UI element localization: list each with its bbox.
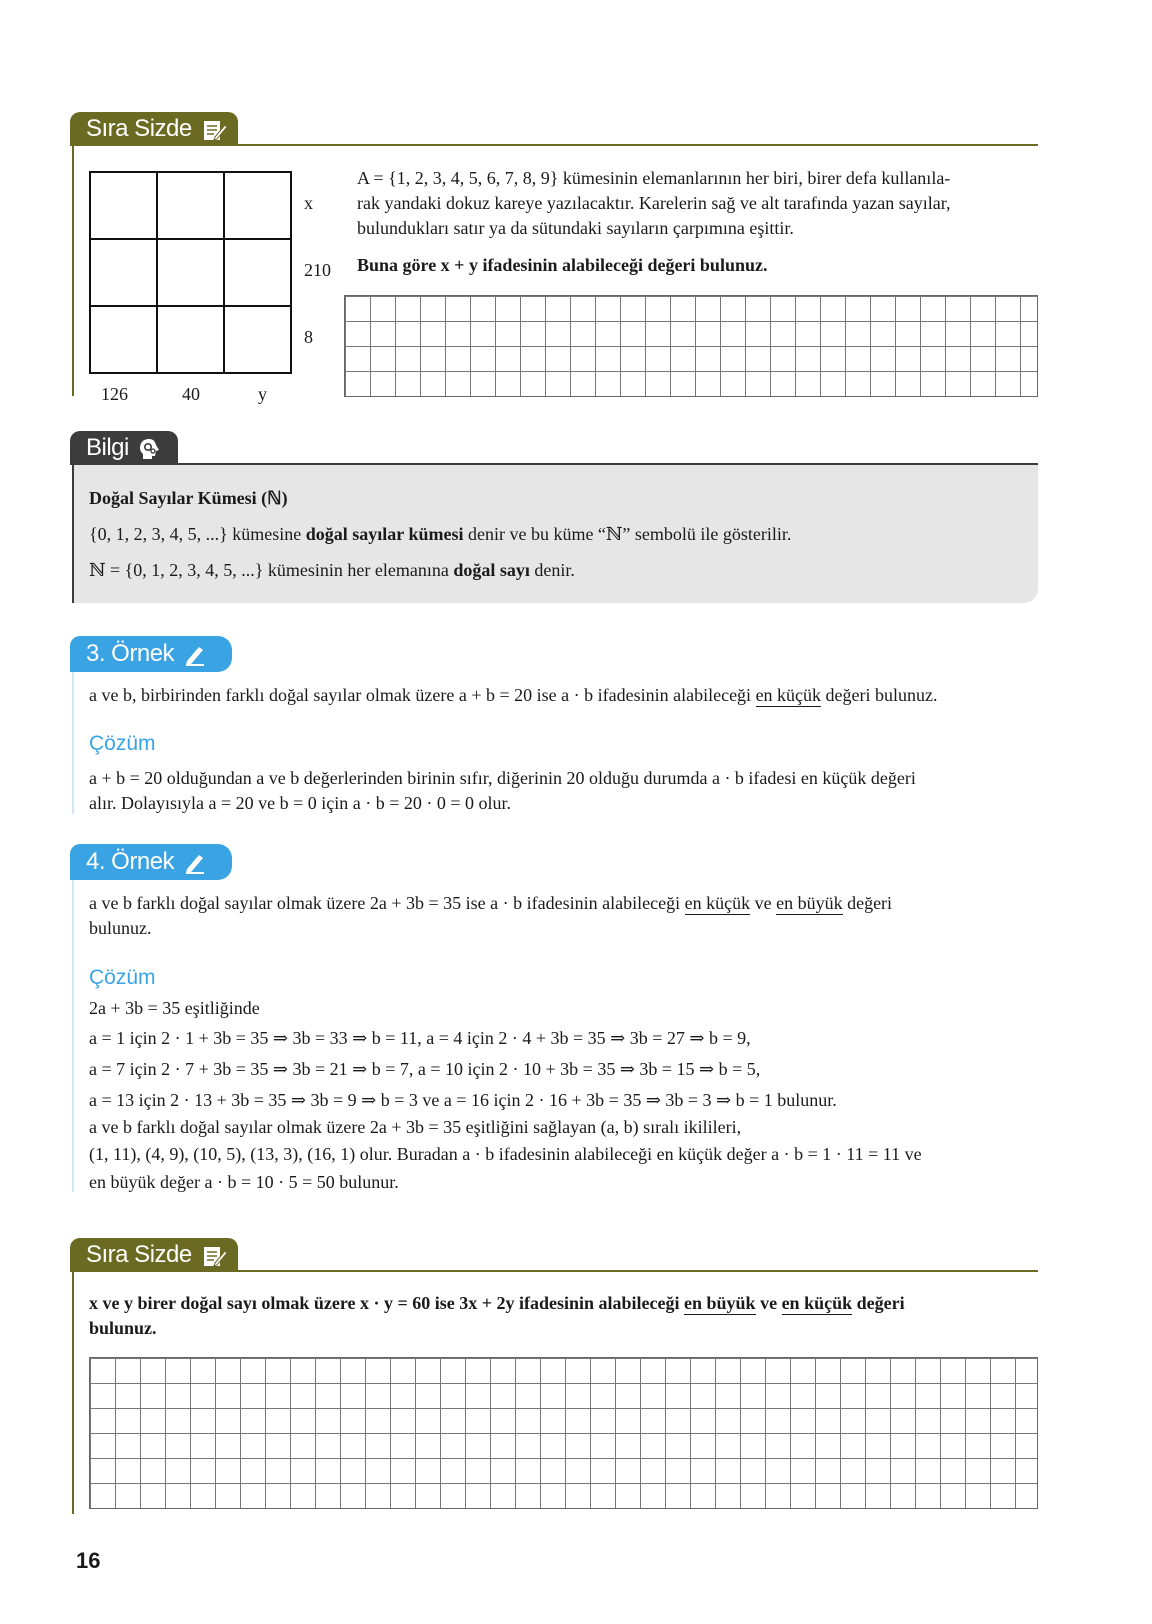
ornek4-solution-line2: a = 1 için 2 · 1 + 3b = 35 ⇒ 3b = 33 ⇒ b = 11, a = 4 için 2 · 4 + 3b = 35 ⇒ 3b = 27 ⇒ b = 9, — [89, 1028, 751, 1048]
bilgi-line1: {0, 1, 2, 3, 4, 5, ...} kümesine doğal sayılar kümesi denir ve bu küme “ℕ” sembolü ile gösterilir. — [89, 524, 792, 544]
ornek3-cozum-heading: Çözüm — [89, 732, 156, 755]
bilgi-line2: ℕ = {0, 1, 2, 3, 4, 5, ...} kümesinin her elemanına doğal sayı denir. — [89, 560, 575, 580]
ornek4-tab — [70, 844, 232, 880]
bilgi-top-rule — [176, 463, 1038, 465]
ornek3-label: 3. Örnek — [86, 640, 175, 667]
page-number: 16 — [76, 1548, 101, 1573]
ornek4-question: a ve b farklı doğal sayılar olmak üzere 2a + 3b = 35 ise a · b ifadesinin alabileceği en küçük ve en büyük değeri — [89, 893, 893, 913]
col-label-126: 126 — [101, 384, 128, 404]
ornek3-solution-line2: alır. Dolayısıyla a = 20 ve b = 0 için a · b = 20 · 0 = 0 olur. — [89, 793, 512, 813]
answer-grid-2[interactable] — [89, 1357, 1038, 1509]
ornek4-question-line2: bulunuz. — [89, 918, 152, 938]
bilgi-label: Bilgi — [86, 434, 129, 461]
answer-grid-1[interactable] — [344, 295, 1038, 397]
row-label-8: 8 — [304, 327, 313, 347]
pencil-icon — [184, 644, 206, 666]
sira-sizde-tab-2 — [70, 1238, 238, 1272]
section1-text-line2: rak yandaki dokuz kareye yazılacaktır. Karelerin sağ ve alt tarafında yazan sayılar, — [357, 193, 951, 213]
ornek3-question: a ve b, birbirinden farklı doğal sayılar olmak üzere a + b = 20 ise a · b ifadesinin alabileceği en küçük değeri bulunuz. — [89, 685, 938, 705]
section1-text-line1: A = {1, 2, 3, 4, 5, 6, 7, 8, 9} kümesinin elemanlarının her biri, birer defa kullanıla- — [357, 168, 951, 188]
bilgi-tab — [70, 431, 178, 465]
row-label-x: x — [304, 193, 313, 213]
col-label-40: 40 — [182, 384, 200, 404]
row-label-210: 210 — [304, 260, 331, 280]
ornek4-cozum-heading: Çözüm — [89, 966, 156, 989]
section1-left-bar — [72, 146, 74, 396]
ornek4-solution-line7: en büyük değer a · b = 10 · 5 = 50 bulunur. — [89, 1172, 399, 1192]
bilgi-title: Doğal Sayılar Kümesi (ℕ) — [89, 488, 288, 508]
sira-sizde-label: Sıra Sizde — [86, 115, 192, 142]
col-label-y: y — [258, 384, 267, 404]
ornek4-left-bar — [72, 880, 74, 1192]
ornek4-solution-line1: 2a + 3b = 35 eşitliğinde — [89, 998, 260, 1018]
ornek4-solution-line5: a ve b farklı doğal sayılar olmak üzere 2a + 3b = 35 eşitliğini sağlayan (a, b) sıralı ikilileri, — [89, 1117, 742, 1137]
section2-left-bar — [72, 1272, 74, 1514]
sira-sizde-tab — [70, 112, 238, 146]
bilgi-left-bar — [72, 463, 74, 603]
notepad-pencil-icon — [202, 118, 228, 142]
ornek3-solution-line1: a + b = 20 olduğundan a ve b değerlerinden birinin sıfır, diğerinin 20 olduğu durumda a · b ifadesi en küçük değeri — [89, 768, 916, 788]
ornek4-solution-line4: a = 13 için 2 · 13 + 3b = 35 ⇒ 3b = 9 ⇒ b = 3 ve a = 16 için 2 · 16 + 3b = 35 ⇒ 3b = 3 ⇒ b = 1 bulunur. — [89, 1090, 837, 1110]
section1-text-line3: bulundukları satır ya da sütundaki sayıların çarpımına eşittir. — [357, 218, 794, 238]
section1-top-rule — [236, 144, 1038, 146]
pencil-icon — [184, 852, 206, 874]
section2-question-line2: bulunuz. — [89, 1318, 157, 1338]
ornek3-left-bar — [72, 672, 74, 814]
ornek4-solution-line6: (1, 11), (4, 9), (10, 5), (13, 3), (16, 1) olur. Buradan a · b ifadesinin alabileceği en küçük değer a · b = 1 · 11 = 11 ve — [89, 1144, 922, 1164]
section2-question: x ve y birer doğal sayı olmak üzere x · y = 60 ise 3x + 2y ifadesinin alabileceği en büyük ve en küçük değeri — [89, 1293, 905, 1313]
section1-question: Buna göre x + y ifadesinin alabileceği değeri bulunuz. — [357, 255, 768, 275]
head-gears-icon — [139, 437, 161, 461]
ornek4-solution-line3: a = 7 için 2 · 7 + 3b = 35 ⇒ 3b = 21 ⇒ b = 7, a = 10 için 2 · 10 + 3b = 35 ⇒ 3b = 15 ⇒ b = 5, — [89, 1059, 761, 1079]
sira-sizde-label-2: Sıra Sizde — [86, 1241, 192, 1268]
section2-top-rule — [236, 1270, 1038, 1272]
notepad-pencil-icon — [202, 1244, 228, 1268]
ornek4-label: 4. Örnek — [86, 848, 175, 875]
ornek3-tab — [70, 636, 232, 672]
